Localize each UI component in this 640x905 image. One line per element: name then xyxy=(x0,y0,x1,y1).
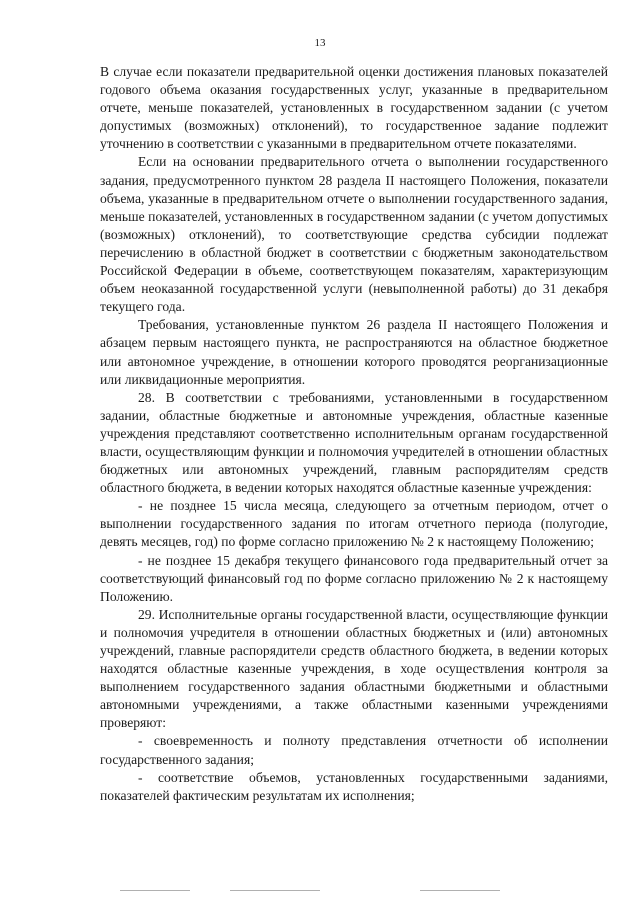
paragraph: - не позднее 15 числа месяца, следующего за отчетным периодом, отчет о выполнении государственного задания по итогам отчетного периода (полугодие, девять месяцев, год) по форме согласно приложению № 2 к настоящему Положению; xyxy=(100,498,608,550)
scan-artifact-line xyxy=(120,890,190,891)
paragraph: В случае если показатели предварительной оценки достижения плановых показателей годового объема оказания государственных услуг, указанные в предварительном отчете, меньше показателей, установленных в государственном задании (с учетом допустимых (возможных) отклонений), то государственное задание подлежит уточнению в соответствии с указанными в предварительном отчете показателями. xyxy=(100,64,608,152)
document-body xyxy=(100,63,608,805)
scan-artifact-line xyxy=(420,890,500,891)
paragraph: 29. Исполнительные органы государственной власти, осуществляющие функции и полномочия учредителя в отношении областных бюджетных и (или) автономных учреждений, главные распорядители средств областного бюджета, в ведении которых находятся областные казенные учреждения, в ходе осуществления контроля за выполнением государственного задания областными бюджетными и областными автономными учреждениями, а также областными казенными учреждениями проверяют: xyxy=(100,606,608,731)
paragraph: 28. В соответствии с требованиями, установленными в государственном задании, областные бюджетные и автономные учреждения, областные казенные учреждения представляют соответственно исполнительным органам государственной власти, осуществляющим функции и полномочия учредителей в отношении областных бюджетных или автономных учреждений, главным распорядителям средств областного бюджета, в ведении которых находятся областные казенные учреждения: xyxy=(100,389,608,496)
paragraph: - соответствие объемов, установленных государственными заданиями, показателей фактическим результатам их исполнения; xyxy=(100,769,608,803)
paragraph: Если на основании предварительного отчета о выполнении государственного задания, предусмотренного пунктом 28 раздела II настоящего Положения, показатели объема, указанные в предварительном отчете о выполнении государственного задания, меньше показателей, установленных в государственном задании (с учетом допустимых (возможных) отклонений), то соответствующие средства субсидии подлежат перечислению в областной бюджет в соответствии с бюджетным законодательством Российской Федерации в объеме, соответствующем показателям, характеризующим объем неоказанной государственной услуги (невыполненной работы) до 31 декабря текущего года. xyxy=(100,154,608,315)
paragraph: Требования, установленные пунктом 26 раздела II настоящего Положения и абзацем первым настоящего пункта, не распространяются на областное бюджетное или автономное учреждение, в отношении которого проводятся реорганизационные или ликвидационные мероприятия. xyxy=(100,317,608,387)
scan-artifact-line xyxy=(230,890,320,891)
paragraph: - своевременность и полноту представления отчетности об исполнении государственного задания; xyxy=(100,733,608,767)
paragraph: - не позднее 15 декабря текущего финансового года предварительный отчет за соответствующий финансовый год по форме согласно приложению № 2 к настоящему Положению. xyxy=(100,552,608,604)
page-number: 13 xyxy=(314,37,326,49)
